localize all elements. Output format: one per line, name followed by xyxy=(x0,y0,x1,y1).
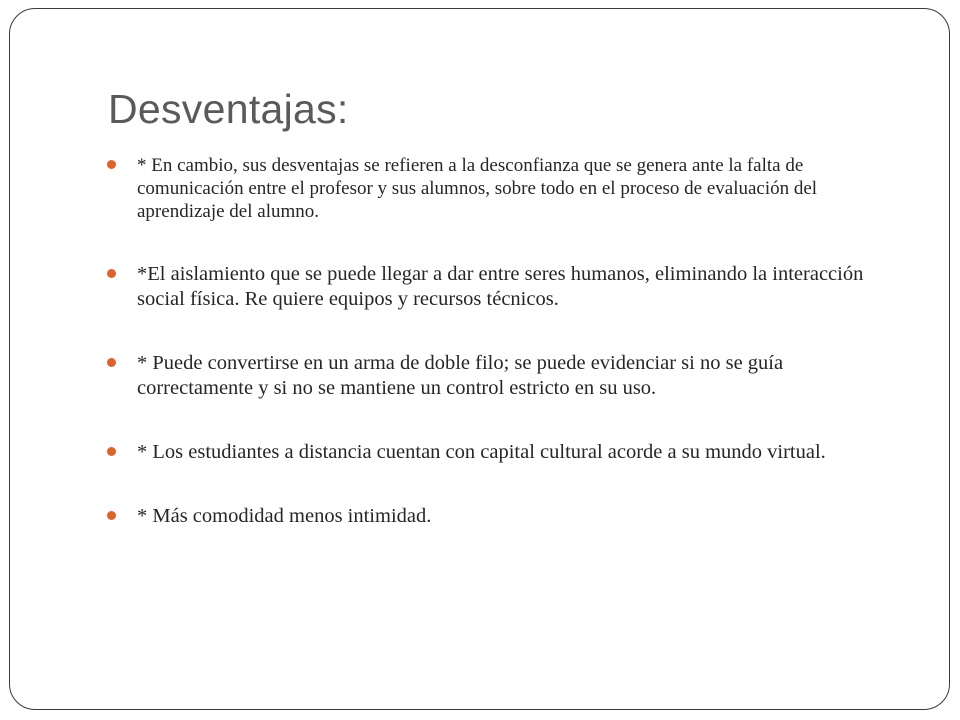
bullet-text: * Los estudiantes a distancia cuentan con capital cultural acorde a su mundo virtual. xyxy=(137,441,826,463)
bullet-dot-icon xyxy=(107,511,116,520)
bullet-dot-icon xyxy=(107,269,116,278)
bullet-list xyxy=(107,154,877,568)
bullet-dot-icon xyxy=(107,447,116,456)
bullet-text: * Más comodidad menos intimidad. xyxy=(137,505,432,527)
bullet-text: * Puede convertirse en un arma de doble filo; se puede evidenciar si no se guía correctamente y si no se mantiene un control estricto en su uso. xyxy=(137,352,784,399)
bullet-item xyxy=(107,262,877,312)
bullet-text: *El aislamiento que se puede llegar a dar entre seres humanos, eliminando la interacción social física. Re quiere equipos y recursos técnicos. xyxy=(137,263,864,310)
slide-title: Desventajas: xyxy=(108,86,349,132)
bullet-dot-icon xyxy=(107,358,116,367)
bullet-text: * En cambio, sus desventajas se refieren a la desconfianza que se genera ante la falta de comunicación entre el profesor y sus alumnos, sobre todo en el proceso de evaluación del aprendizaje del alumno. xyxy=(137,155,818,222)
bullet-item xyxy=(107,351,877,401)
bullet-item xyxy=(107,154,877,223)
bullet-item xyxy=(107,440,877,465)
bullet-item xyxy=(107,504,877,529)
bullet-dot-icon xyxy=(107,160,116,169)
